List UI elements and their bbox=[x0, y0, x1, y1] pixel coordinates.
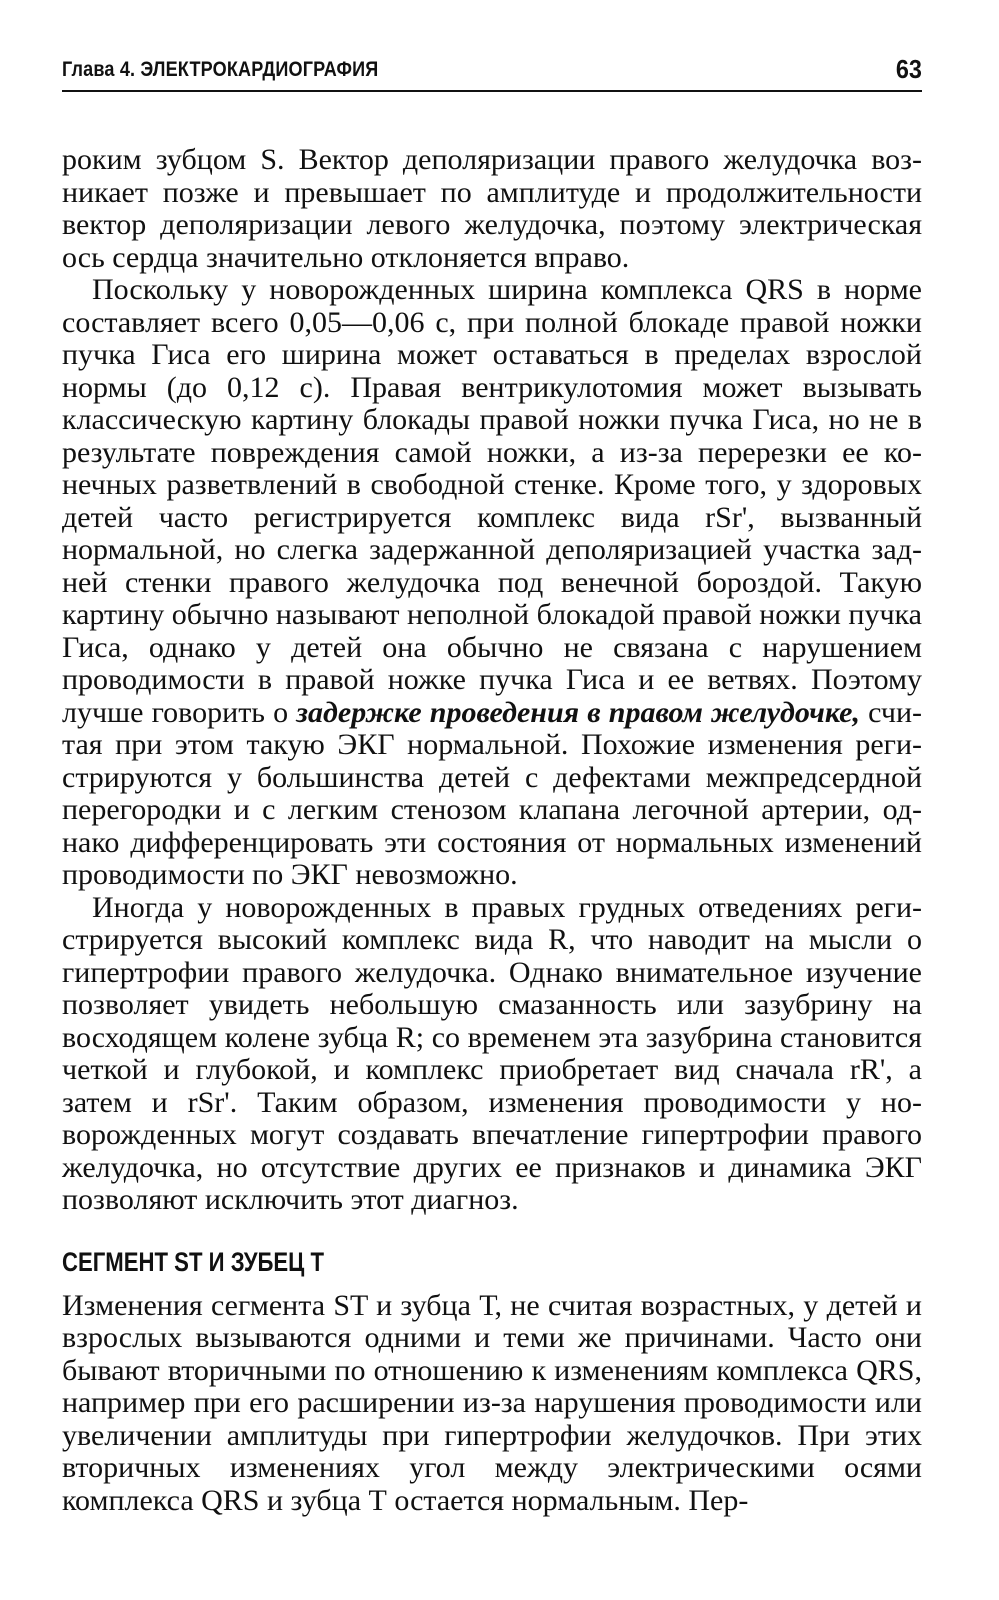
paragraph-2-start: Поскольку у новорожденных ширина комплекса QRS в норме составляет всего 0,05—0,06 с, при полной блокаде правой ножки пучка Гиса его ширина может оставаться в пределах взрослой нормы (до 0,12 с). Правая вентрикулотомия может вызывать классическую картину блокады правой ножки пучка Гиса, но не в результате повреждения самой ножки, а из-за перерезки ее конечных разветвлений в свободной стенке. Кроме того, у здоровых детей часто регистрируется комплекс вида rSr', вызванный нормальной, но слегка задержанной деполяризацией участка задней стенки правого желудочка под венечной бороздой. Такую картину обычно называют неполной блокадой правой ножки пучка Гиса, однако у детей она обычно не связана с нарушением проводимости в правой ножке пучка Гиса и ее ветвях. Поэтому лучше говорить о bbox=[62, 273, 922, 729]
section-paragraph: Изменения сегмента ST и зубца Т, не считая возрастных, у детей и взрослых вызываются одними и теми же причинами. Часто они бывают вторичными по отношению к изменениям комплекса QRS, например при его расширении из-за нарушения проводимости или увеличении амплитуды при гипертрофии желудочков. При этих вторичных изменениях угол между электрическими осями комплекса QRS и зубца Т остается нормальным. Пер- bbox=[62, 1288, 922, 1517]
book-page bbox=[62, 44, 922, 1584]
running-header bbox=[62, 44, 922, 92]
page-number: 63 bbox=[895, 54, 922, 84]
paragraph-3: Иногда у новорожденных в правых грудных отведениях регистрируется высокий комплекс вида R, что наводит на мысли о гипертрофии правого желудочка. Однако внимательное изучение позволяет увидеть небольшую смазанность или зазубрину на восходящем колене зубца R; со временем эта зазубрина становится четкой и глубокой, и комплекс приобретает вид сначала rR', а затем и rSr'. Таким образом, изменения проводимости у новорожденных могут создавать впечатление гипертрофии правого желудочка, но отсутствие других ее признаков и динамика ЭКГ позволяют исключить этот диагноз. bbox=[62, 890, 922, 1216]
emphasis-text: задержке проведения в правом желудочке, bbox=[296, 695, 860, 729]
section-heading: СЕГМЕНТ ST И ЗУБЕЦ T bbox=[62, 1246, 325, 1277]
paragraph-1: роким зубцом S. Вектор деполяризации правого желудочка возникает позже и превышает по амплитуде и продолжительности вектор деполяризации левого желудочка, поэтому электрическая ось сердца значительно отклоняется вправо. bbox=[62, 143, 922, 274]
paragraph-2-end: считая при этом такую ЭКГ нормальной. Похожие изменения регистрируются у большинства детей с дефектами межпредсердной перегородки и с легким стенозом клапана легочной артерии, однако дифференцировать эти состояния от нормальных изменений проводимости по ЭКГ невозможно. bbox=[62, 695, 922, 891]
paragraph-2 bbox=[62, 274, 922, 892]
chapter-title: Глава 4. ЭЛЕКТРОКАРДИОГРАФИЯ bbox=[62, 58, 379, 81]
main-text bbox=[62, 144, 922, 1217]
